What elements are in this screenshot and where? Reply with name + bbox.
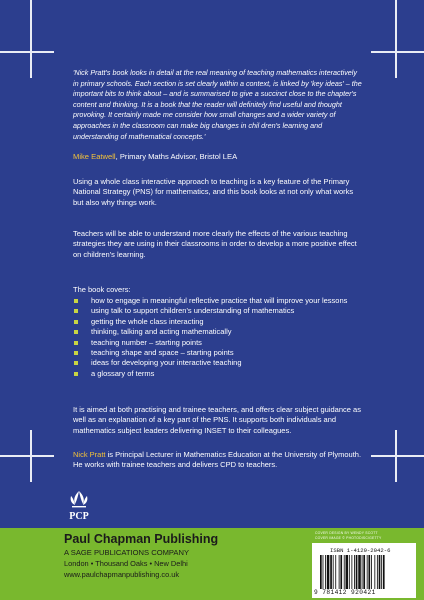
quote-attribution (73, 152, 237, 161)
covers-list (73, 296, 365, 379)
top-right-vertical-line (395, 0, 397, 78)
covers-heading: The book covers: (73, 285, 131, 294)
barcode-bar (340, 555, 342, 589)
barcode-bar (383, 555, 385, 589)
bottom-left-vertical-line (30, 430, 32, 482)
isbn-label: ISBN 1-4129-2042-6 (330, 547, 391, 554)
bullet-icon (74, 361, 78, 365)
bottom-right-vertical-line (395, 430, 397, 482)
top-left-horizontal-line (0, 51, 54, 53)
cover-image-credit: COVER IMAGE © PHOTODISC/GETTY (315, 536, 382, 540)
list-item: using talk to support children's understanding of mathematics (73, 306, 365, 316)
list-item: thinking, talking and acting mathematically (73, 327, 365, 337)
top-right-horizontal-line (371, 51, 424, 53)
barcode-bar (363, 555, 365, 589)
bullet-icon (74, 351, 78, 355)
barcode-bar (351, 555, 352, 589)
barcode-bar (381, 555, 382, 589)
barcode-bar (327, 555, 330, 589)
teachers-paragraph: Teachers will be able to understand more clearly the effects of the various teaching strategies they are using in their classrooms in order to develop a more positive effect on children's learning. (73, 229, 357, 259)
list-item: a glossary of terms (73, 369, 365, 379)
audience-paragraph: It is aimed at both practising and trainee teachers, and offers clear subject guidance as well as an explanation of a key part of the PNS. It supports both individuals and mathematics subject leaders delivering INSET to their colleagues. (73, 405, 361, 435)
list-item: ideas for developing your interactive teaching (73, 358, 365, 368)
bullet-icon (74, 330, 78, 334)
barcode-bar (344, 555, 345, 589)
review-quote: 'Nick Pratt's book looks in detail at the real meaning of teaching mathematics interactively in primary schools. Each section is set clearly within a context, is linked by 'key ideas' – the important bits to think about – and is summarised to give a succinct close to the chapter's content and thinking. It is a book that the reader will definitely find useful and thought provoking. It certainly made me consider how small changes and a wider variety of approaches in the classroom can make big changes in chil dren's learning and understanding of mathematical concepts.' (73, 68, 362, 141)
top-left-vertical-line (30, 0, 32, 78)
barcode-bar (377, 555, 378, 589)
bullet-icon (74, 320, 78, 324)
author-name: Nick Pratt (73, 450, 106, 459)
list-item: how to engage in meaningful reflective practice that will improve your lessons (73, 296, 365, 306)
barcode-bar (368, 555, 370, 589)
author-description: is Principal Lecturer in Mathematics Education at the University of Plymouth. He works with trainee teachers and delivers CPD to teachers. (73, 450, 362, 470)
barcode-bar (362, 555, 363, 589)
publisher-url: www.paulchapmanpublishing.co.uk (64, 570, 180, 579)
bottom-right-horizontal-line (371, 455, 424, 457)
reviewer-name: Mike Eatwell (73, 152, 116, 161)
cover-design-credit: COVER DESIGN BY WENDY SCOTT (315, 531, 378, 535)
list-item: getting the whole class interacting (73, 317, 365, 327)
feather-logo-icon (62, 488, 96, 522)
barcode-bar (330, 555, 332, 589)
intro-paragraph: Using a whole class interactive approach to teaching is a key feature of the Primary National Strategy (PNS) for mathematics, and this book looks at not only what works but also why things work. (73, 177, 354, 207)
barcode-bar (335, 555, 336, 589)
reviewer-role: , Primary Maths Advisor, Bristol LEA (115, 152, 238, 161)
barcode-bar (320, 555, 322, 589)
barcode-number: 9 781412 920421 (314, 589, 376, 596)
barcode-bar (356, 555, 358, 589)
bottom-left-horizontal-line (0, 455, 54, 457)
publisher-subtitle: A SAGE PUBLICATIONS COMPANY (64, 548, 190, 557)
publisher-logo (62, 488, 96, 522)
bullet-icon (74, 372, 78, 376)
barcode-bar (323, 555, 324, 589)
barcode-bar (333, 555, 334, 589)
barcode-bar (367, 555, 368, 589)
barcode-bar (358, 555, 361, 589)
bullet-icon (74, 309, 78, 313)
bullet-icon (74, 299, 78, 303)
barcode-bar (379, 555, 381, 589)
barcode-bar (346, 555, 349, 589)
publisher-name: Paul Chapman Publishing (64, 532, 219, 546)
bullet-icon (74, 341, 78, 345)
list-item: teaching shape and space – starting points (73, 348, 365, 358)
barcode-bar (349, 555, 350, 589)
publisher-cities: London • Thousand Oaks • New Delhi (64, 559, 188, 568)
author-bio (73, 450, 365, 471)
barcode-icon (320, 555, 410, 589)
barcode-bar (374, 555, 375, 589)
barcode-bar (354, 555, 355, 589)
barcode-bar (371, 555, 372, 589)
logo-text: PCP (69, 511, 89, 522)
barcode-bar (339, 555, 340, 589)
barcode-bar (325, 555, 326, 589)
list-item: teaching number – starting points (73, 338, 365, 348)
barcode-box (312, 543, 416, 598)
